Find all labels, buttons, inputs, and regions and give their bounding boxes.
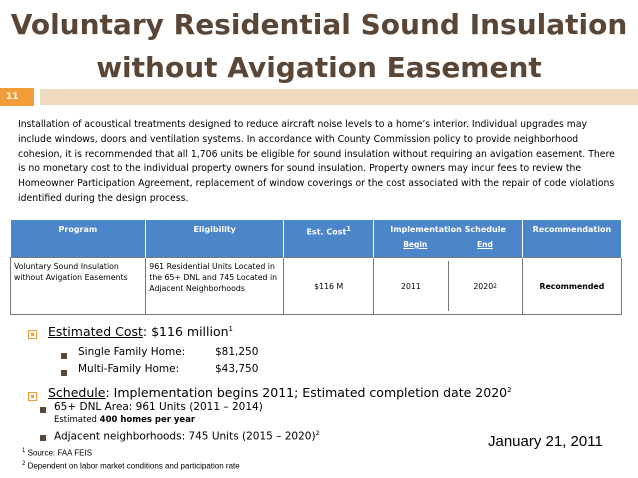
footnote-1: $^1$ Source: FAA FEIS xyxy=(22,448,93,458)
cell-program: Voluntary Sound Insulation without Avigation Easements xyxy=(11,258,146,315)
dnl-area-text: 65+ DNL Area: 961 Units (2011 – 2014) xyxy=(54,401,263,413)
cell-begin: 2011 xyxy=(374,261,448,311)
cost-value: : $116 million xyxy=(142,324,229,339)
cost-label: Estimated Cost xyxy=(48,324,143,339)
program-table xyxy=(10,220,622,315)
multi-family-value: $43,750 xyxy=(215,363,259,375)
slide-number: 11 xyxy=(0,88,34,106)
single-family-value: $81,250 xyxy=(215,346,259,358)
header-program: Program xyxy=(11,220,146,258)
table-header-row xyxy=(11,220,622,258)
header-recommendation: Recommendation xyxy=(522,220,621,258)
slide-title-line-1: Voluntary Residential Sound Insulation xyxy=(10,8,628,41)
end-label: End xyxy=(477,240,493,249)
header-cost: Est. Cost$^1$ xyxy=(284,220,374,258)
cost-bullet: Estimated Cost: $116 million$^1$ xyxy=(48,324,233,339)
bullet-icon xyxy=(40,435,46,441)
footnote-2: $^2$ Dependent on labor market conditions and participation rate xyxy=(22,461,240,471)
dnl-note: Estimated 400 homes per year xyxy=(54,415,196,425)
implementation-label: Implementation Schedule xyxy=(390,225,506,234)
cell-end: 2020 2 xyxy=(473,281,497,291)
table-row xyxy=(11,258,622,315)
header-implementation xyxy=(374,220,522,258)
slide-title-line-2: without Avigation Easement xyxy=(96,51,542,84)
cell-schedule xyxy=(374,258,522,315)
schedule-label: Schedule xyxy=(48,385,106,400)
header-eligibility: Eligibility xyxy=(146,220,284,258)
header-rule xyxy=(40,89,638,105)
bullet-icon xyxy=(61,370,67,376)
cell-recommendation: Recommended xyxy=(522,258,621,315)
schedule-bullet: Schedule: Implementation begins 2011; Estimated completion date 2020$^2$ xyxy=(48,385,512,400)
schedule-value: : Implementation begins 2011; Estimated completion date 2020 xyxy=(105,385,508,400)
bullet-square-icon xyxy=(28,330,37,339)
presentation-date: January 21, 2011 xyxy=(488,433,603,450)
single-family-label: Single Family Home: xyxy=(78,346,186,358)
bullet-square-icon xyxy=(28,392,37,401)
bullet-icon xyxy=(40,407,46,413)
cell-cost: $116 M xyxy=(284,258,374,315)
intro-paragraph: Installation of acoustical treatments designed to reduce aircraft noise levels to a home’s interior. Individual upgrades may include windows, doors and ventilation systems. In accordance with County Commission policy to provide neighborhood cohesion, it is recommended that all 1,706 units be eligible for sound insulation without requiring an avigation easement. There is no monetary cost to the individual property owners for sound insulation. Property owners may incur fees to review the Homeowner Participation Agreement, replacement of window coverings or the cost associated with the repair of code violations identified during the design process. xyxy=(18,119,615,204)
begin-label: Begin xyxy=(403,240,428,249)
multi-family-label: Multi-Family Home: xyxy=(78,363,180,375)
adjacent-text: Adjacent neighborhoods: 745 Units (2015 – 2020)$^2$ xyxy=(54,429,320,443)
bullet-icon xyxy=(61,353,67,359)
cell-eligibility: 961 Residential Units Located in the 65+ DNL and 745 Located in Adjacent Neighborhoods xyxy=(146,258,284,315)
